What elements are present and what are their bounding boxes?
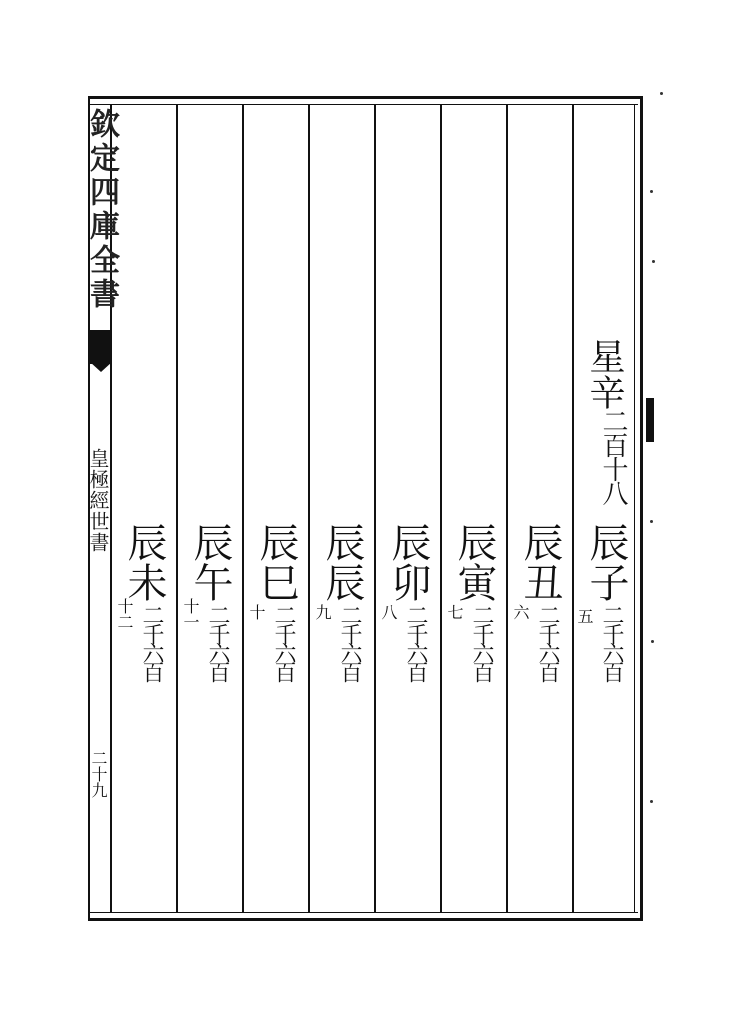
paper-speck [650, 520, 653, 523]
paper-speck [660, 92, 663, 95]
column-divider [440, 104, 442, 912]
entry-index: 五 [575, 608, 594, 624]
entry-index: 八 [379, 604, 398, 620]
column-divider [506, 104, 508, 912]
entry-label: 辰巳 [253, 522, 299, 602]
entry-count: 二千六百 [469, 604, 494, 680]
book-title: 皇極經世書 [86, 448, 110, 553]
entry-count: 二千六百 [599, 604, 624, 680]
entry-index: 十一 [181, 598, 200, 630]
column-divider [242, 104, 244, 912]
star-heading: 星辛 [584, 338, 625, 410]
entry-index: 六 [511, 604, 530, 620]
fishtail-mark [90, 330, 112, 364]
collection-title: 欽定四庫全書 [84, 108, 119, 312]
frame-right-rule [640, 96, 643, 921]
entry-index: 十 [247, 604, 266, 620]
frame-top-rule [88, 96, 640, 99]
entry-index: 九 [313, 604, 332, 620]
entry-index: 十二 [115, 598, 134, 630]
column-divider [572, 104, 574, 912]
entry-index: 七 [445, 604, 464, 620]
entry-label: 辰子 [583, 522, 629, 602]
frame-right-inner-rule [634, 104, 635, 912]
paper-speck [652, 260, 655, 263]
paper-speck [650, 190, 653, 193]
entry-count: 二千六百 [205, 604, 230, 680]
entry-count: 二千六百 [535, 604, 560, 680]
frame-bottom-inner-rule [90, 912, 638, 913]
entry-label: 辰卯 [385, 522, 431, 602]
entry-label: 辰午 [187, 522, 233, 602]
column-divider [308, 104, 310, 912]
column-divider [176, 104, 178, 912]
entry-count: 二千六百 [403, 604, 428, 680]
binding-mark [646, 398, 654, 442]
entry-count: 二千六百 [139, 604, 164, 680]
entry-label: 辰寅 [451, 522, 497, 602]
frame-top-inner-rule [90, 104, 638, 105]
fishtail-notch [90, 362, 112, 372]
paper-speck [650, 800, 653, 803]
entry-count: 二千六百 [337, 604, 362, 680]
star-heading-count: 二百十八 [598, 408, 628, 504]
page-number: 二十九 [89, 750, 108, 798]
frame-bottom-rule [88, 918, 640, 921]
entry-count: 二千六百 [271, 604, 296, 680]
paper-speck [651, 640, 654, 643]
entry-label: 辰未 [121, 522, 167, 602]
entry-label: 辰辰 [319, 522, 365, 602]
entry-label: 辰丑 [517, 522, 563, 602]
column-divider [374, 104, 376, 912]
